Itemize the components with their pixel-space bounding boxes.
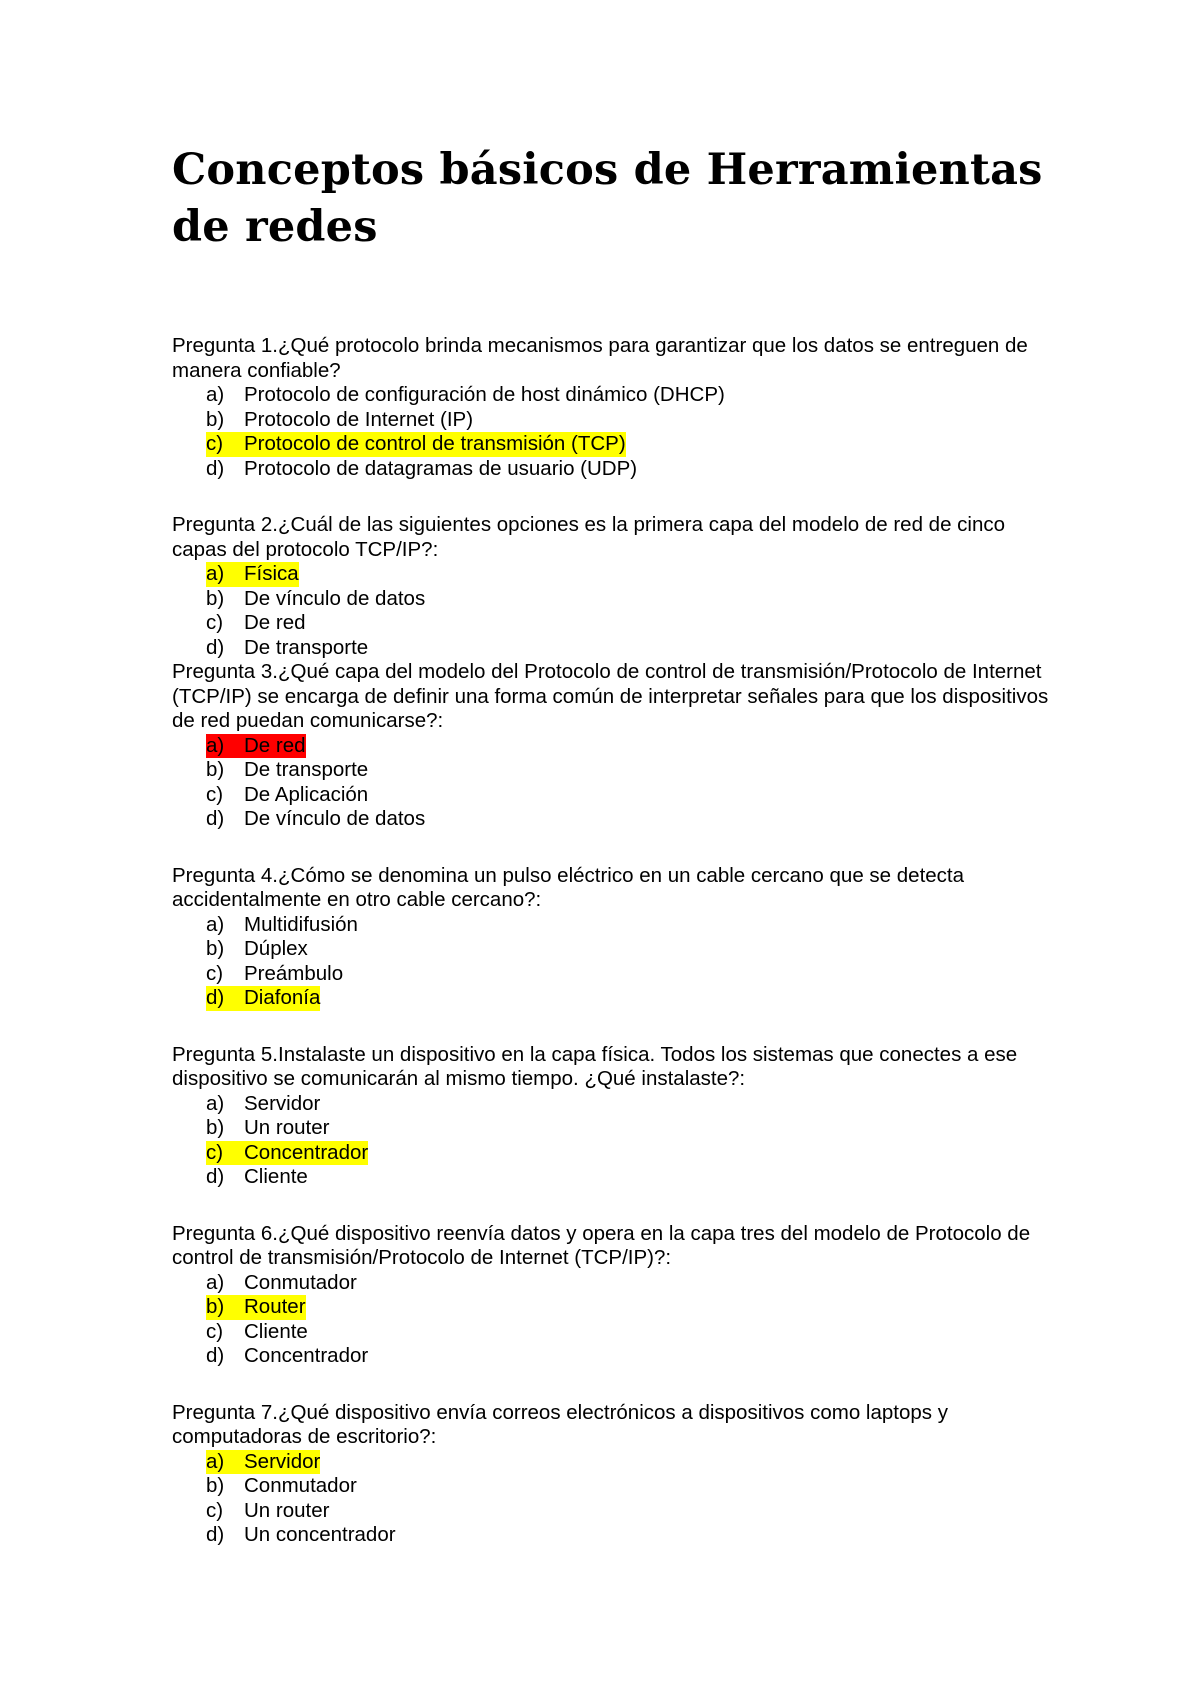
option-text: Protocolo de datagramas de usuario (UDP): [244, 456, 638, 480]
option-a: [206, 1092, 1052, 1117]
question-2: [172, 513, 1052, 660]
option-letter: b): [206, 758, 225, 781]
option-letter: b): [206, 586, 225, 610]
option-b: [206, 587, 1052, 612]
option-a: [206, 1271, 1052, 1296]
option-text: De Aplicación: [244, 782, 369, 806]
option-d: [206, 457, 1052, 482]
question-text: Pregunta 7.¿Qué dispositivo envía correos electrónicos a dispositivos como laptops y computadoras de escritorio?:: [172, 1400, 948, 1448]
option-text: Un concentrador: [244, 1523, 396, 1546]
option-text: Un router: [244, 1116, 330, 1139]
question-4: [172, 864, 1052, 1011]
option-text: De vínculo de datos: [244, 807, 426, 830]
option-letter: d): [206, 1165, 225, 1188]
option-text: Dúplex: [244, 937, 308, 960]
option-text: Concentrador: [244, 1344, 369, 1367]
question-text: Pregunta 6.¿Qué dispositivo reenvía datos y opera en la capa tres del modelo de Protocolo de control de transmisión/Protocolo de Internet (TCP/IP)?:: [172, 1221, 1031, 1269]
option-text: Protocolo de Internet (IP): [244, 407, 474, 431]
question-1: [172, 334, 1052, 481]
option-letter: a): [206, 1270, 225, 1294]
option-b: [206, 758, 1052, 783]
option-c: [206, 611, 1052, 636]
option-letter: a): [206, 1449, 225, 1473]
option-b-highlighted: [206, 1295, 1052, 1320]
option-text: Cliente: [244, 1165, 308, 1188]
option-text: Conmutador: [244, 1270, 357, 1294]
option-text: Física: [244, 562, 299, 585]
question-text: Pregunta 3.¿Qué capa del modelo del Protocolo de control de transmisión/Protocolo de Internet (TCP/IP) se encarga de definir una forma común de interpretar señales para que los dispositivos de red puedan comunicarse?:: [172, 660, 1049, 732]
question-text: Pregunta 1.¿Qué protocolo brinda mecanismos para garantizar que los datos se entreguen de manera confiable?: [172, 334, 1028, 382]
option-d: [206, 807, 1052, 832]
question-text: Pregunta 4.¿Cómo se denomina un pulso eléctrico en un cable cercano que se detecta accidentalmente en otro cable cercano?:: [172, 863, 965, 911]
option-letter: c): [206, 611, 224, 634]
option-text: De red: [244, 611, 306, 634]
options-list: [172, 1271, 1052, 1369]
option-c-highlighted: [206, 432, 1052, 457]
options-list: [172, 562, 1052, 660]
question-text: Pregunta 5.Instalaste un dispositivo en la capa física. Todos los sistemas que conectes a ese dispositivo se comunicarán al mismo tiempo. ¿Qué instalaste?:: [172, 1042, 1018, 1090]
option-letter: b): [206, 407, 225, 431]
option-letter: a): [206, 912, 225, 936]
option-text: Preámbulo: [244, 961, 344, 985]
question-3: [172, 660, 1052, 832]
option-b: [206, 408, 1052, 433]
option-a: [206, 383, 1052, 408]
option-a: [206, 913, 1052, 938]
options-list: [172, 913, 1052, 1011]
option-letter: a): [206, 383, 225, 406]
option-c: [206, 1320, 1052, 1345]
question-5: [172, 1043, 1052, 1190]
option-letter: c): [206, 782, 224, 806]
option-b: [206, 937, 1052, 962]
option-letter: b): [206, 1474, 225, 1497]
option-a-highlighted: [206, 1450, 1052, 1475]
option-c: [206, 1499, 1052, 1524]
option-letter: d): [206, 1344, 225, 1367]
option-a-highlighted: [206, 562, 1052, 587]
option-a-highlighted-wrong: [206, 734, 1052, 759]
option-letter: c): [206, 1498, 224, 1522]
options-list: [172, 1450, 1052, 1548]
option-text: Router: [244, 1295, 306, 1318]
option-d: [206, 1344, 1052, 1369]
option-letter: d): [206, 986, 225, 1009]
option-text: De red: [244, 733, 306, 757]
option-d: [206, 1523, 1052, 1548]
option-text: Servidor: [244, 1449, 321, 1473]
option-letter: c): [206, 432, 224, 455]
option-letter: b): [206, 937, 225, 960]
option-text: De vínculo de datos: [244, 586, 426, 610]
option-text: Un router: [244, 1498, 330, 1522]
option-d: [206, 1165, 1052, 1190]
option-d: [206, 636, 1052, 661]
question-7: [172, 1401, 1052, 1548]
options-list: [172, 1092, 1052, 1190]
options-list: [172, 383, 1052, 481]
option-text: Concentrador: [244, 1140, 369, 1164]
option-c: [206, 962, 1052, 987]
option-letter: d): [206, 807, 225, 830]
option-text: Protocolo de configuración de host dinámico (DHCP): [244, 383, 725, 406]
question-6: [172, 1222, 1052, 1369]
option-b: [206, 1116, 1052, 1141]
option-letter: c): [206, 961, 224, 985]
option-text: De transporte: [244, 758, 369, 781]
option-letter: a): [206, 733, 225, 757]
option-letter: b): [206, 1295, 225, 1318]
option-letter: c): [206, 1140, 224, 1164]
document-title: Conceptos básicos de Herramientas de redes: [172, 145, 1043, 252]
document-page: [172, 142, 1052, 1548]
option-letter: c): [206, 1319, 224, 1343]
option-letter: b): [206, 1116, 225, 1139]
option-c-highlighted: [206, 1141, 1052, 1166]
option-b: [206, 1474, 1052, 1499]
option-c: [206, 783, 1052, 808]
option-text: Servidor: [244, 1091, 321, 1115]
option-letter: a): [206, 562, 225, 585]
question-text: Pregunta 2.¿Cuál de las siguientes opciones es la primera capa del modelo de red de cinco capas del protocolo TCP/IP?:: [172, 513, 1006, 561]
option-text: Conmutador: [244, 1474, 357, 1497]
option-text: De transporte: [244, 635, 369, 659]
option-letter: a): [206, 1091, 225, 1115]
option-letter: d): [206, 635, 225, 659]
option-letter: d): [206, 1523, 225, 1546]
option-letter: d): [206, 456, 225, 480]
option-text: Multidifusión: [244, 912, 358, 936]
options-list: [172, 734, 1052, 832]
option-text: Cliente: [244, 1319, 308, 1343]
option-text: Diafonía: [244, 986, 321, 1009]
option-d-highlighted: [206, 986, 1052, 1011]
option-text: Protocolo de control de transmisión (TCP): [244, 432, 626, 455]
